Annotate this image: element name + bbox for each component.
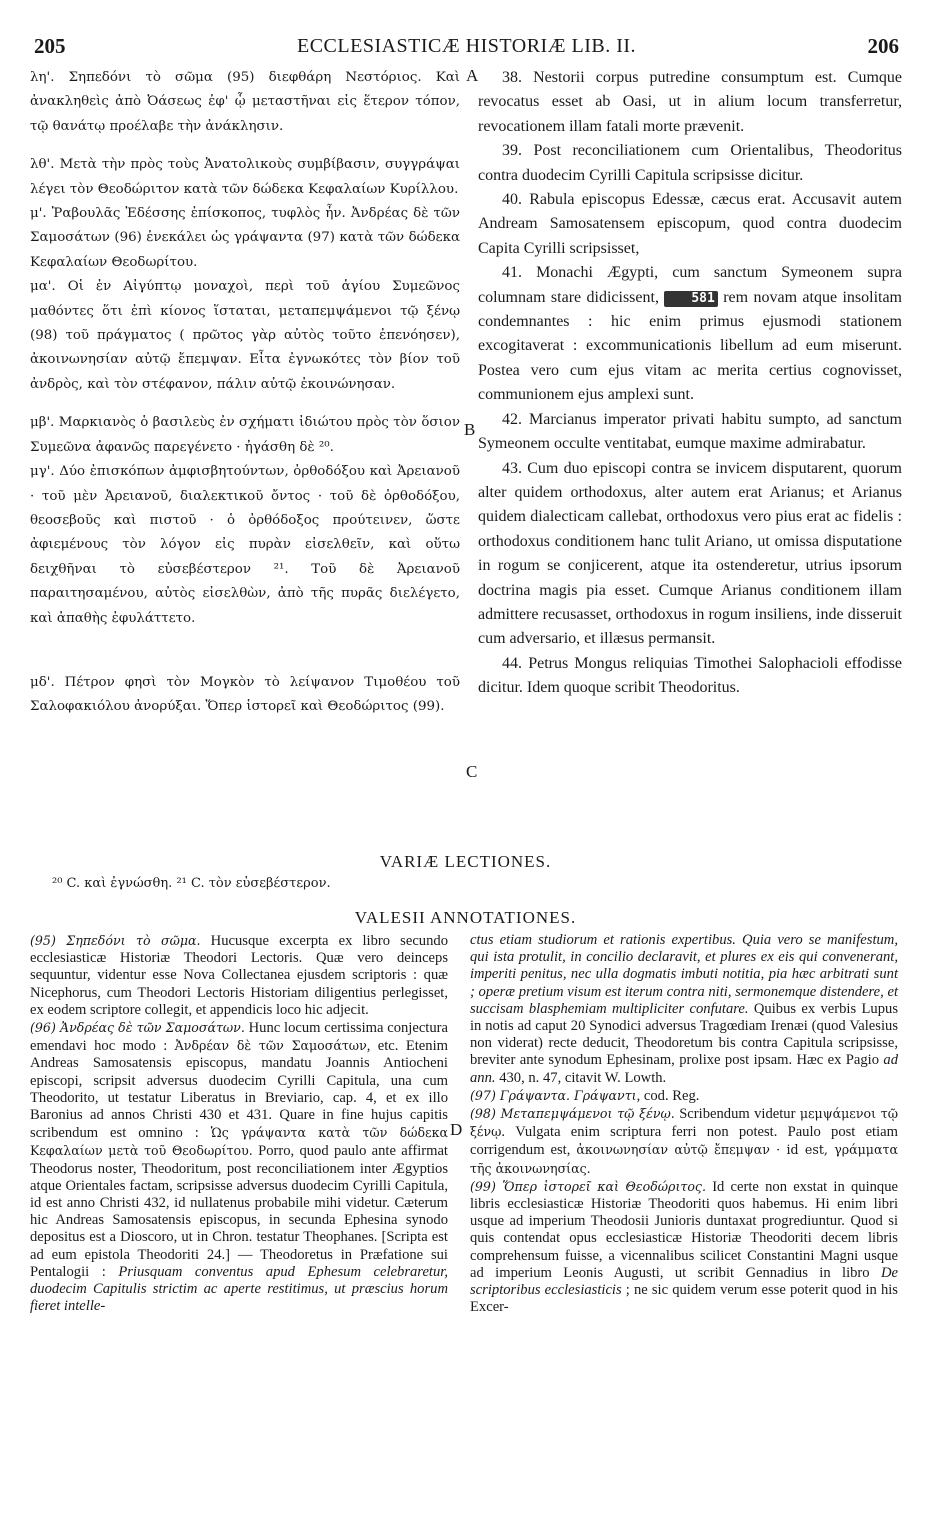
page-number-left: 205: [34, 34, 66, 58]
greek-chapter-44: μδ'. Πέτρον φησὶ τὸν Μογκὸν τὸ λείψανον Τιμοθέου τοῦ Σαλοφακιόλου ἀνορύξαι. Ὅπερ ἱστορεῖ καὶ Θεοδώριτος (99).: [30, 674, 460, 715]
latin-chapter-43: 43. Cum duo episcopi contra se invicem disputarent, quorum alter quidem orthodoxus, alter autem erat Arianus; et Arianus quidem dialecticam callebat, orthodoxus vero pius erat ac fidelis : orthodoxus conditionem hanc tulit Ariano, ut omissa disputatione in rogum se conjicerent, atque ita ostenderetur, utrius ipsorum doctrina magis pia esset. Cumque Arianus conditionem illam admittere recusasset, orthodoxus in rogum insiliens, inde disseruit cum adversario, et illæsus permansit.: [478, 459, 902, 648]
running-title: ECCLESIASTICÆ HISTORIÆ LIB. II.: [296, 35, 637, 57]
latin-column: [478, 66, 902, 701]
annotations-right-column: [470, 932, 898, 1316]
latin-chapter-40: 40. Rabula episcopus Edessæ, cæcus erat. Accusavit autem Andream Samosatensem episcopum, quod contra duodecim Capita Cyrilli scripsisset,: [478, 191, 902, 257]
margin-marker-c: C: [466, 762, 478, 781]
annotations-left-column: [30, 932, 448, 1315]
page-number-right: 206: [867, 34, 899, 58]
latin-chapter-44: 44. Petrus Mongus reliquias Timothei Salophacioli effodisse dicitur. Idem quoque scribit Theodoritus.: [478, 654, 902, 697]
annotation-97: (97) Γράψαντα. Γράψαντι, cod. Reg.: [470, 1087, 700, 1104]
latin-chapter-41: 41. Monachi Ægypti, cum sanctum Symeonem supra columnam stare didicissent, 581 rem novam atque insolitam condemnantes : hic enim primus ejusmodi stationem excogitaverat : excommunicationis libellum ad eum miserunt. Postea vero cum ejus vitam ac merita certius cognovisset, communionem ejus amplexi sunt.: [478, 264, 903, 404]
annotations-heading: VALESII ANNOTATIONES.: [354, 908, 577, 927]
annotation-96: (96) Ἀνδρέας δὲ τῶν Σαμοσάτων. Hunc locum certissima conjectura emendavi hoc modo : Ἀνδρέαν δὲ τῶν Σαμοσάτων, etc. Etenim Andreas Samosatensis episcopus, mandatu Joannis Antiocheni episcopi, scripsit adversus duodecim Cyrilli Capitula, una cum Theodorito, ut testatur Liberatus in Breviario, cap. 4, et ex illo Baronius ad annos Christi 430 et 431. Quare in fine hujus capitis scribendum est omnino : Ὡς γράψαντα κατὰ τῶν δώδεκα Κεφαλαίων μετὰ τοῦ Θεοδωρίτου. Porro, quod paulo ante affirmat Theodorus noster, Theodoritum, post reconciliationem inter Ægyptios atque Orientales factam, scripsisse adversus duodecim Cyrilli Capitula, id est anno Christi 432, id nullatenus probabile mihi videtur. Cæterum hic Andreas Samosatensis episcopus, in secunda Ephesina synodo depositus est a Dioscoro, ut in Chron. testatur Theophanes. [Scripta est ad eum epistola Theodoriti 24.] — Theodoretus in Præfatione sui Pentalogii : Priusquam conventus apud Ephesum celebraretur, duodecim Capitulis strictim ac aperte restitimus, ut præscius horum fieret intelle-: [30, 1020, 448, 1315]
variae-lectiones-line: ²⁰ C. καὶ ἐγνώσθη. ²¹ C. τὸν εὐσεβέστερον.: [52, 876, 331, 891]
greek-chapter-43: μγ'. Δύο ἐπισκόπων ἀμφισβητούντων, ὀρθοδόξου καὶ Ἀρειανοῦ · τοῦ μὲν Ἀρειανοῦ, διαλεκτικοῦ ὄντος · τοῦ δὲ ὀρθοδόξου, θεοσεβοῦς καὶ πιστοῦ · ὁ ὀρθόδοξος προύτεινεν, ὥστε ἀφιεμένους τὸν λόγον εἰς πυρὰν εἰσελθεῖν, καὶ οὕτω δειχθῆναι τὸ εὐσεβέστερον ²¹. Τοῦ δὲ Ἀρειανοῦ παραιτησαμένου, αὐτὸς εἰσελθὼν, ἀπὸ τῆς πυρᾶς διελέγετο, καὶ ἀπαθὴς ἐφυλάττετο.: [30, 464, 460, 626]
latin-chapter-38: 38. Nestorii corpus putredine consumptum est. Cumque revocatus esset ab Oasi, ut in alium locum transferretur, revocationem illam fatali morte prævenit.: [478, 69, 902, 135]
parallel-text: [30, 66, 903, 836]
margin-marker-d: D: [450, 1120, 463, 1139]
annotation-96-continued: ctus etiam studiorum et rationis expertibus. Quia vero se manifestum, qui ista protulit, in concilio declaravit, et plures ex eis qui convenerant, imperiti penitus, nec ulla dogmatis imbuti notitia, pia hæc arbitrati sunt ; operæ pretium visum est iterum contra niti, sermonemque distendere, et succisam blasphemiam multipliciter confutare. Quibus ex verbis Lupus in notis ad caput 20 Synodici adversus Tragœdiam Irenæi (quod Valesius non viderat) recte deducit, Theodoretum bis contra Capitula scripsisse, breviter ante synodum Ephesinam, prolixe post ipsam. Hæc ex Pagio ad ann. 430, n. 47, citavit W. Lowth.: [470, 932, 898, 1086]
annotation-99: (99) Ὅπερ ἱστορεῖ καὶ Θεοδώριτος. Id certe non exstat in quinque libris ecclesiasticæ Historiæ Theodoriti quos habemus. Hi enim libri usque ad imperium Theodosii Junioris duntaxat progrediuntur. Quod si quis contendat opus ecclesiasticæ Historiæ Theodoriti decem libris comprehensum fuisse, a vicennalibus scilicet Constantini Magni usque ad imperium Leonis Augusti, ut scribit Gennadius in libro De scriptoribus ecclesiasticis ; ne sic quidem verum esse poterit quod in his Excer-: [470, 1178, 898, 1316]
margin-marker-b: B: [464, 420, 476, 439]
greek-chapter-38: λη'. Σηπεδόνι τὸ σῶμα (95) διεφθάρη Νεστόριος. Καὶ ἀνακληθεὶς ἀπὸ Ὀάσεως ἐφ' ᾧ μεταστῆναι εἰς ἕτερον τόπον, τῷ θανάτῳ προέλαβε τὴν ἀνάκλησιν.: [30, 70, 460, 134]
greek-chapter-40: μ'. Ῥαβουλᾶς Ἐδέσσης ἐπίσκοπος, τυφλὸς ἦν. Ἀνδρέας δὲ τῶν Σαμοσάτων (96) ἐνεκάλει ὡς γράψαντα (97) κατὰ τῶν δώδεκα Κεφαλαίων Θεοδωρίτου.: [30, 206, 460, 270]
variae-lectiones-heading: VARIÆ LECTIONES.: [379, 852, 552, 871]
column-number-badge: 581: [664, 291, 717, 307]
greek-chapter-39: λθ'. Μετὰ τὴν πρὸς τοὺς Ἀνατολικοὺς συμβίβασιν, συγγράψαι λέγει τὸν Θεοδώριτον κατὰ τῶν δώδεκα Κεφαλαίων Κυρίλλου.: [30, 157, 460, 197]
latin-chapter-42: 42. Marcianus imperator privati habitu sumpto, ad sanctum Symeonem occulte ventitabat, eumque maxime admirabatur.: [478, 410, 902, 453]
greek-chapter-41: μα'. Οἱ ἐν Αἰγύπτῳ μοναχοὶ, περὶ τοῦ ἁγίου Συμεῶνος μαθόντες ὅτι ἐπὶ κίονος ἵσταται, μεταπεμψάμενοι τῷ ξένῳ (98) τοῦ πράγματος ( πρῶτος γὰρ αὐτὸς τοῦτο ἐπενόησεν), ἀκοινωνησίαν αὐτῷ ἔπεμψαν. Εἶτα ἐγνωκότες τὸν βίον τοῦ ἀνδρὸς, καὶ τὸν στέφανον, πάλιν αὐτῷ ἐκοινώνησαν.: [30, 279, 460, 392]
greek-column: [30, 66, 460, 720]
annotation-98: (98) Μεταπεμψάμενοι τῷ ξένῳ. Scribendum videtur μεμψάμενοι τῷ ξένῳ. Vulgata enim scriptura ferri non potest. Paulo post etiam corrigendum est, ἀκοινωνησίαν αὐτῷ ἔπεμψαν · id est, γράμματα τῆς ἀκοινωνησίας.: [470, 1106, 898, 1176]
page-header: [34, 34, 899, 64]
greek-chapter-42: μβ'. Μαρκιανὸς ὁ βασιλεὺς ἐν σχήματι ἰδιώτου πρὸς τὸν ὅσιον Συμεῶνα ἀφανῶς παρεγένετο · ἠγάσθη δὲ ²⁰.: [30, 415, 460, 455]
annotation-95: (95) Σηπεδόνι τὸ σῶμα. Hucusque excerpta ex libro secundo ecclesiasticæ Historiæ Theodori Lectoris. Quæ vero deinceps sequuntur, videntur esse Nova Collectanea ejusdem scriptoris : quæ Nicephorus, cum Theodori Lectoris Historiam diligentius perlegisset, ex eodem scriptore collegit, et appendicis loco hic adjecit.: [30, 933, 448, 1018]
latin-chapter-39: 39. Post reconciliationem cum Orientalibus, Theodoritus contra duodecim Cyrilli Capitula scripsisse dicitur.: [478, 142, 902, 184]
margin-marker-a: A: [466, 66, 479, 85]
